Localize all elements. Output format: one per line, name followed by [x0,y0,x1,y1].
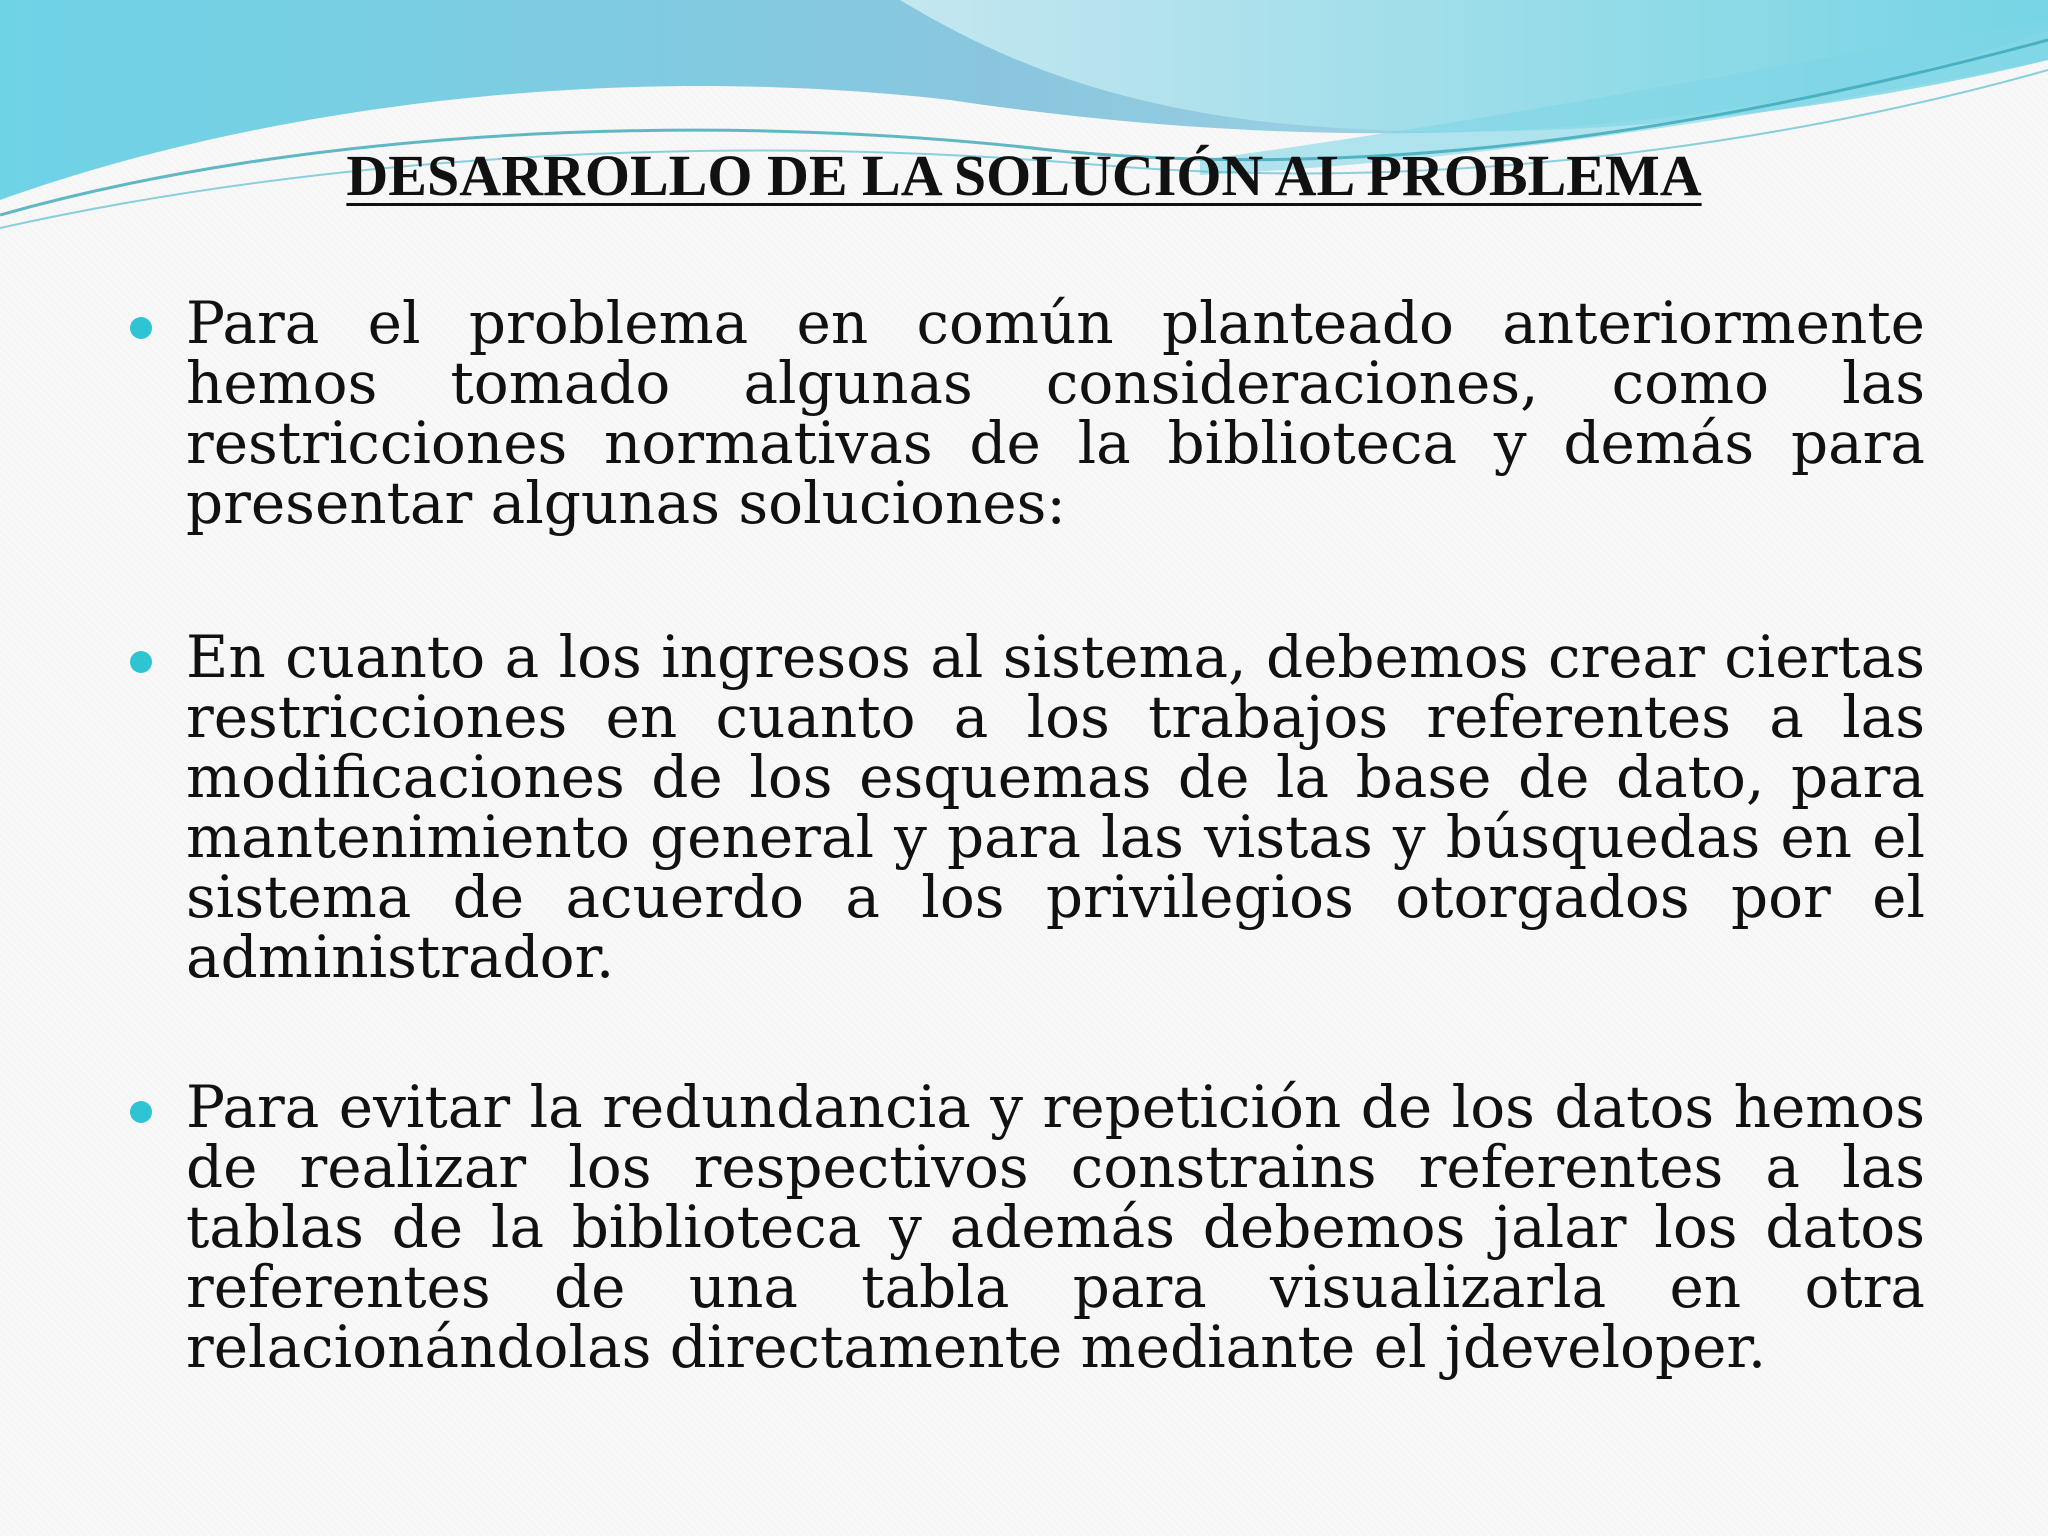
bullet-icon [130,1101,152,1123]
bullet-list [130,289,1925,1471]
bullet-icon [130,317,152,339]
bullet-text: Para el problema en común planteado anteriormente hemos tomado algunas consideraciones, como las restricciones normativas de la biblioteca y demás para presentar algunas soluciones: [186,289,1925,537]
bullet-text: En cuanto a los ingresos al sistema, debemos crear ciertas restricciones en cuanto a los trabajos referentes a las modificaciones de los esquemas de la base de dato, para mantenimiento general y para las vistas y búsquedas en el sistema de acuerdo a los privilegios otorgados por el administrador. [186,623,1925,991]
bullet-text: Para evitar la redundancia y repetición de los datos hemos de realizar los respectivos constrains referentes a las tablas de la biblioteca y además debemos jalar los datos referentes de una tabla para visualizarla en otra relacionándolas directamente mediante el jdeveloper. [186,1073,1925,1381]
bullet-item [130,1073,1925,1381]
bullet-icon [130,651,152,673]
bullet-item [130,623,1925,991]
slide-title: DESARROLLO DE LA SOLUCIÓN AL PROBLEMA [346,143,1702,208]
bullet-item [130,289,1925,537]
